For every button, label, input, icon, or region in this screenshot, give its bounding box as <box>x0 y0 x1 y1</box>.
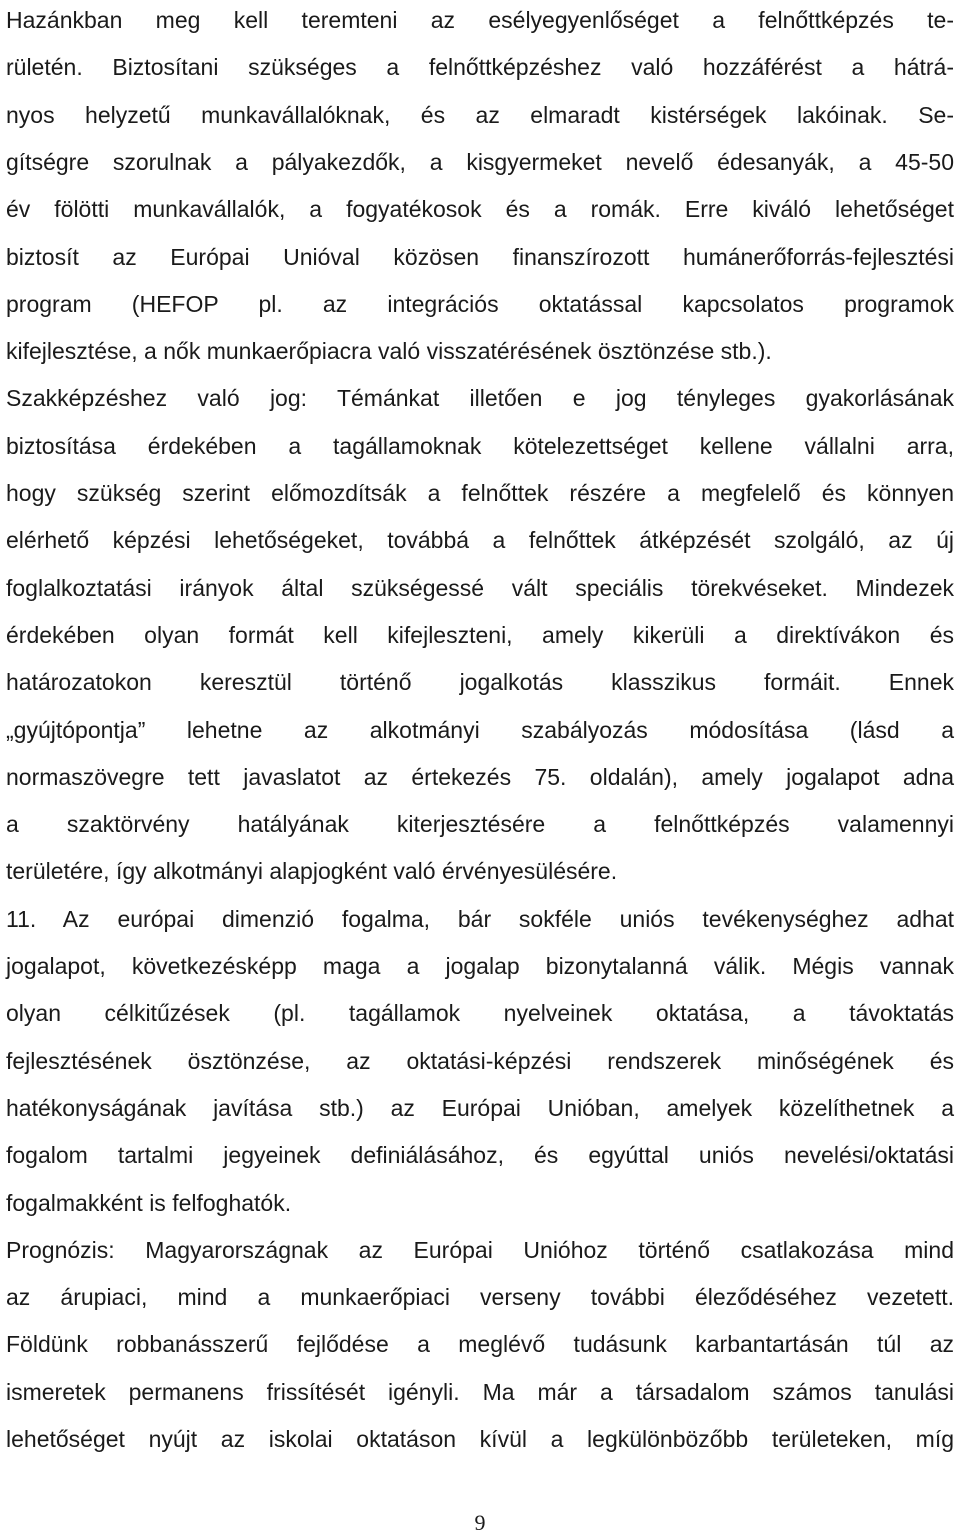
text-line: lehetőséget nyújt az iskolai oktatáson kívül a legkülönbözőbb területeken, míg <box>6 1426 954 1452</box>
text-line: a szaktörvény hatályának kiterjesztésére a felnőttképzés valamennyi <box>6 811 954 838</box>
text-line: hatékonyságának javítása stb.) az Európai Unióban, amelyek közelíthetnek a <box>6 1094 954 1121</box>
text-line: jogalapot, következésképp maga a jogalap bizonytalanná válik. Mégis vannak <box>6 953 954 979</box>
text-line: az árupiaci, mind a munkaerőpiaci verseny további éleződéséhez vezetett. <box>6 1284 954 1311</box>
text-line: ismeretek permanens frissítését igényli. Ma már a társadalom számos tanulási <box>6 1378 954 1405</box>
text-line: Prognózis: Magyarországnak az Európai Unióhoz történő csatlakozása mind <box>6 1236 954 1263</box>
text-line: biztosít az Európai Unióval közösen finanszírozott humánerőforrás-fejlesztési <box>6 243 954 270</box>
text-line: kifejlesztése, a nők munkaerőpiacra való visszatérésének ösztönzése stb.). <box>6 338 772 365</box>
text-line: elérhető képzési lehetőségeket, továbbá a felnőttek átképzését szolgáló, az új <box>6 527 954 554</box>
text-line: normaszövegre tett javaslatot az értekezés 75. oldalán), amely jogalapot adna <box>6 763 954 790</box>
text-line: foglalkoztatási irányok által szükségessé vált speciális törekvéseket. Mindezek <box>6 574 954 601</box>
text-line: hogy szükség szerint előmozdítsák a felnőttek részére a megfelelő és könnyen <box>6 480 954 506</box>
text-line: Hazánkban meg kell teremteni az esélyegyenlőséget a felnőttképzés te- <box>6 7 954 33</box>
text-line: fogalom tartalmi jegyeinek definiálásához, és egyúttal uniós nevelési/oktatási <box>6 1142 954 1169</box>
text-line: rületén. Biztosítani szükséges a felnőttképzéshez való hozzáférést a hátrá- <box>6 54 954 81</box>
text-line: 11. Az európai dimenzió fogalma, bár sokféle uniós tevékenységhez adhat <box>6 905 954 932</box>
text-line: fejlesztésének ösztönzése, az oktatási-képzési rendszerek minőségének és <box>6 1047 954 1074</box>
text-line: év fölötti munkavállalók, a fogyatékosok és a romák. Erre kiváló lehetőséget <box>6 196 954 223</box>
text-line: Földünk robbanásszerű fejlődése a meglévő tudásunk karbantartásán túl az <box>6 1331 954 1358</box>
text-line: program (HEFOP pl. az integrációs oktatással kapcsolatos programok <box>6 290 954 317</box>
text-line: határozatokon keresztül történő jogalkotás klasszikus formáit. Ennek <box>6 669 954 696</box>
text-line: fogalmakként is felfoghatók. <box>6 1189 292 1216</box>
text-line: nyos helyzetű munkavállalóknak, és az elmaradt kistérségek lakóinak. Se- <box>6 101 954 128</box>
text-line: biztosítása érdekében a tagállamoknak kötelezettséget kellene vállalni arra, <box>6 432 954 459</box>
text-line: területére, így alkotmányi alapjogként való érvényesülésére. <box>6 858 618 885</box>
text-line: érdekében olyan formát kell kifejleszteni, amely kikerüli a direktívákon és <box>6 621 954 648</box>
text-line: „gyújtópontja” lehetne az alkotmányi szabályozás módosítása (lásd a <box>6 716 954 743</box>
page-number: 9 <box>474 1510 486 1535</box>
text-line: olyan célkitűzések (pl. tagállamok nyelveinek oktatása, a távoktatás <box>6 1000 954 1027</box>
text-line: Szakképzéshez való jog: Témánkat illetően e jog tényleges gyakorlásának <box>6 385 954 412</box>
text-line: gítségre szorulnak a pályakezdők, a kisgyermeket nevelő édesanyák, a 45-50 <box>6 148 954 175</box>
